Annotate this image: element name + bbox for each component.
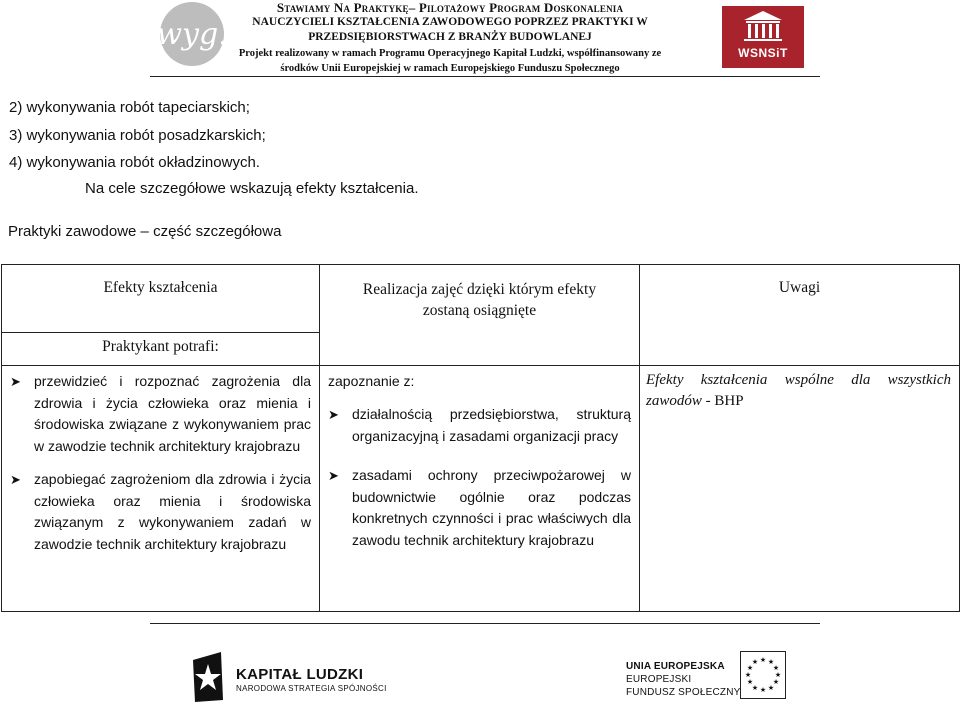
svg-text:★: ★ (772, 678, 780, 686)
subheader-cell (2, 333, 320, 366)
col-header-realization-text: Realizacja zajęć dzięki którym efekty zostaną osiągnięte (362, 281, 597, 319)
eu-line2: EUROPEJSKI (626, 674, 692, 685)
building-icon (722, 6, 804, 46)
svg-text:★: ★ (746, 664, 754, 672)
effect-text: zapobiegać zagrożeniom dla zdrowia i życia człowieka oraz mienia i środowiska związanym z wykonywaniem zadań w zawodzie technik architektury krajobrazu (34, 471, 311, 552)
eu-line1: UNIA EUROPEJSKA (626, 661, 725, 672)
svg-text:★: ★ (767, 684, 775, 692)
svg-text:★: ★ (774, 671, 782, 679)
col-header-effects-text: Efekty kształcenia (103, 279, 218, 296)
kapital-ludzki-subtitle: NARODOWA STRATEGIA SPÓJNOŚCI (236, 684, 387, 693)
intro-list-item: 2) wykonywania robót tapeciarskich; (9, 99, 250, 116)
effect-item (10, 469, 311, 555)
intro-list-item: 4) wykonywania robót okładzinowych. (9, 154, 260, 171)
kapital-ludzki-title: KAPITAŁ LUDZKI (236, 666, 364, 683)
realization-intro: zapoznanie z: (328, 373, 415, 389)
wyg-logo-text: wyg. (156, 16, 228, 52)
remarks-tail: - BHP (701, 393, 744, 409)
eu-text-block (626, 660, 741, 699)
realization-text: działalnością przedsiębiorstwa, strukturą organizacyjną i zasadami organizacji pracy (352, 406, 631, 444)
intro-note: Na cele szczegółowe wskazują efekty kształcenia. (85, 180, 419, 197)
intro-list-item: 3) wykonywania robót posadzkarskich; (9, 127, 266, 144)
col-header-effects (2, 265, 320, 333)
effect-text: przewidzieć i rozpoznać zagrożenia dla zdrowia i życia człowieka oraz mienia i środowiska związane z wykonywaniem prac w zawodzie technik architektury krajobrazu (34, 373, 311, 454)
svg-text:★: ★ (767, 658, 775, 666)
svg-text:★: ★ (751, 658, 759, 666)
svg-text:★: ★ (744, 671, 752, 679)
realization-item (328, 465, 631, 551)
svg-text:★: ★ (759, 656, 767, 664)
arrow-bullet-icon: ➤ (10, 472, 21, 487)
header-title-block (236, 0, 664, 76)
kapital-ludzki-star-icon (190, 650, 226, 704)
eu-flag-icon (740, 651, 786, 699)
wsnsit-logo (722, 6, 804, 68)
header-title-line2: NAUCZYCIELI KSZTAŁCENIA ZAWODOWEGO POPRZEZ PRAKTYKI W (252, 16, 648, 28)
col-header-remarks-text: Uwagi (778, 279, 821, 296)
arrow-bullet-icon: ➤ (328, 468, 339, 483)
eu-line3: FUNDUSZ SPOŁECZNY (626, 687, 741, 698)
remarks-italic: Efekty kształcenia wspólne dla wszystkich zawodów (646, 372, 951, 409)
subheader-text: Praktykant potrafi: (102, 338, 219, 355)
wsnsit-logo-text: WSNSiT (738, 46, 788, 60)
realization-text: zasadami ochrony przeciwpożarowej w budownictwie ogólnie oraz podczas konkretnych czynności i prac właściwych dla zawodu technik architektury krajobrazu (352, 467, 631, 548)
arrow-bullet-icon: ➤ (10, 374, 21, 389)
header-project-line1: Projekt realizowany w ramach Programu Operacyjnego Kapitał Ludzki, współfinansowany ze (238, 48, 662, 59)
header-project-line2: środków Unii Europejskiej w ramach Europejskiego Funduszu Społecznego (280, 63, 620, 74)
section-title: Praktyki zawodowe – część szczegółowa (8, 223, 282, 240)
col-header-remarks (640, 265, 960, 366)
svg-text:★: ★ (746, 678, 754, 686)
col-header-realization (320, 265, 640, 366)
header-title-line3: PRZEDSIĘBIORSTWACH Z BRANŻY BUDOWLANEJ (308, 31, 592, 43)
svg-text:★: ★ (751, 684, 759, 692)
footer-divider (150, 623, 820, 624)
remarks-text (640, 366, 959, 412)
arrow-bullet-icon: ➤ (328, 407, 339, 422)
effect-item (10, 371, 311, 457)
header-title-line1: Stawiamy Na Praktykę– Pilotażowy Program Doskonalenia (276, 0, 624, 15)
svg-text:★: ★ (772, 664, 780, 672)
svg-text:★: ★ (759, 686, 767, 694)
wyg-logo (156, 2, 228, 66)
realization-cell (320, 366, 640, 612)
realization-item (328, 404, 631, 447)
header-divider (150, 76, 820, 77)
effects-cell (2, 366, 320, 612)
remarks-cell (640, 366, 960, 612)
practice-table (1, 264, 960, 612)
